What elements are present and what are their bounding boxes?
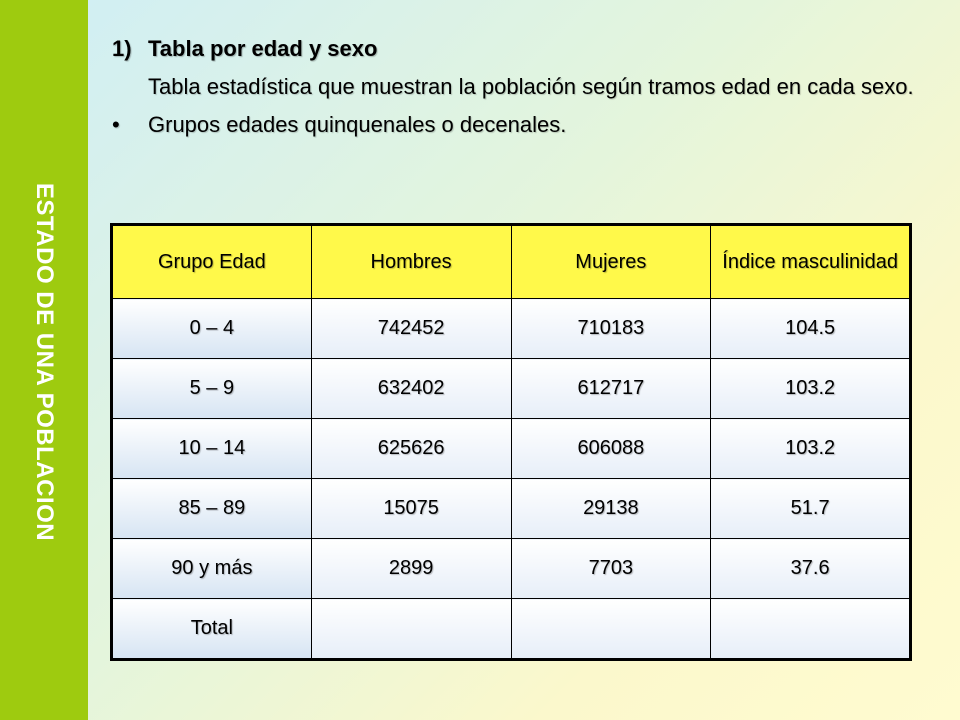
cell-mujeres bbox=[511, 599, 711, 660]
cell-mujeres: 612717 bbox=[511, 359, 711, 419]
cell-grupo-edad: 85 – 89 bbox=[112, 479, 312, 539]
table-row-total bbox=[112, 599, 911, 660]
cell-indice: 103.2 bbox=[711, 419, 911, 479]
cell-indice bbox=[711, 599, 911, 660]
cell-indice: 51.7 bbox=[711, 479, 911, 539]
heading-text: Tabla por edad y sexo bbox=[148, 36, 378, 61]
sidebar-title: ESTADO DE UNA POBLACION bbox=[31, 182, 58, 542]
slide-content bbox=[112, 36, 932, 138]
header-hombres: Hombres bbox=[311, 225, 511, 299]
cell-total-label: Total bbox=[112, 599, 312, 660]
table-row bbox=[112, 479, 911, 539]
header-mujeres: Mujeres bbox=[511, 225, 711, 299]
population-table bbox=[110, 223, 912, 661]
cell-grupo-edad: 5 – 9 bbox=[112, 359, 312, 419]
cell-mujeres: 710183 bbox=[511, 299, 711, 359]
cell-mujeres: 29138 bbox=[511, 479, 711, 539]
table-row bbox=[112, 539, 911, 599]
header-indice-masculinidad: Índice masculinidad bbox=[711, 225, 911, 299]
bullet-text: Grupos edades quinquenales o decenales. bbox=[148, 112, 567, 137]
cell-indice: 103.2 bbox=[711, 359, 911, 419]
heading-number: 1) bbox=[112, 36, 132, 61]
cell-hombres: 742452 bbox=[311, 299, 511, 359]
cell-hombres: 632402 bbox=[311, 359, 511, 419]
bullet-item bbox=[112, 112, 932, 138]
description-text: Tabla estadística que muestran la población según tramos edad en cada sexo. bbox=[148, 74, 914, 99]
table-row bbox=[112, 419, 911, 479]
cell-hombres: 2899 bbox=[311, 539, 511, 599]
sidebar bbox=[0, 0, 88, 720]
cell-hombres: 15075 bbox=[311, 479, 511, 539]
cell-mujeres: 606088 bbox=[511, 419, 711, 479]
cell-grupo-edad: 0 – 4 bbox=[112, 299, 312, 359]
table-row bbox=[112, 299, 911, 359]
table-row bbox=[112, 359, 911, 419]
header-grupo-edad: Grupo Edad bbox=[112, 225, 312, 299]
table-header-row bbox=[112, 225, 911, 299]
bullet-dot: • bbox=[112, 112, 120, 137]
cell-hombres bbox=[311, 599, 511, 660]
cell-grupo-edad: 90 y más bbox=[112, 539, 312, 599]
cell-hombres: 625626 bbox=[311, 419, 511, 479]
cell-grupo-edad: 10 – 14 bbox=[112, 419, 312, 479]
section-heading bbox=[112, 36, 932, 62]
cell-indice: 104.5 bbox=[711, 299, 911, 359]
cell-mujeres: 7703 bbox=[511, 539, 711, 599]
cell-indice: 37.6 bbox=[711, 539, 911, 599]
